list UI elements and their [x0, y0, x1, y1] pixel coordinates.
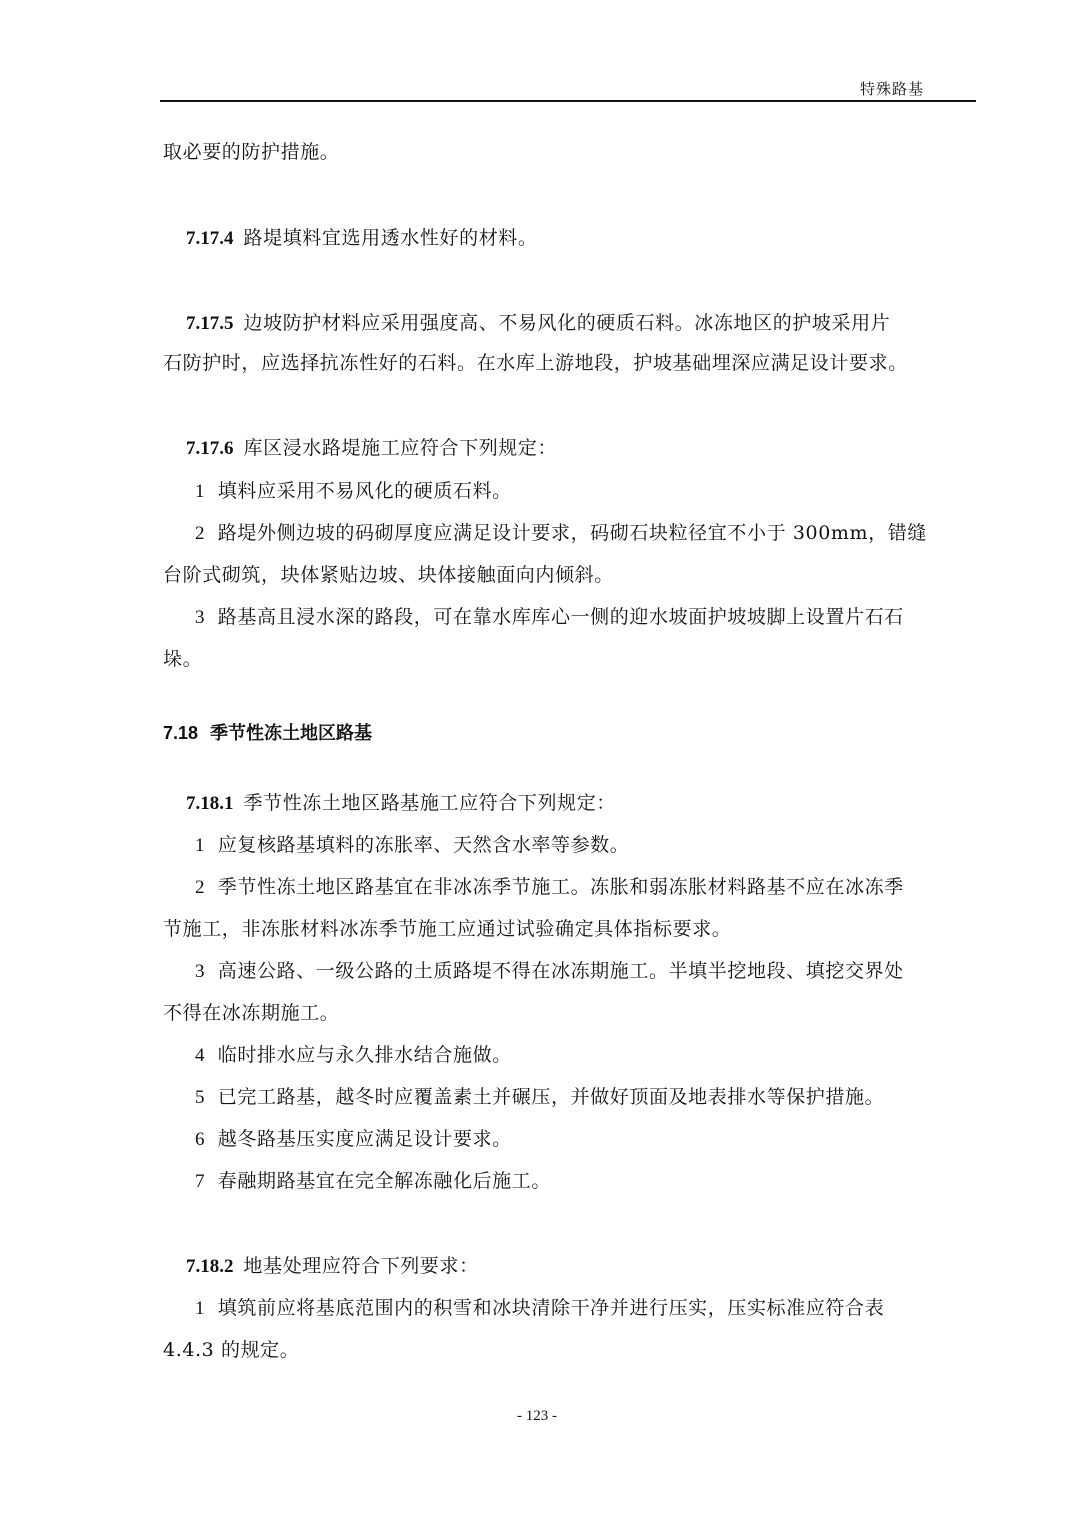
clause-7-17-4: [186, 223, 976, 254]
clause-7-17-6: [186, 433, 976, 464]
header-rule: [160, 100, 976, 102]
list-item: 1 填料应采用不易风化的硬质石料。: [195, 480, 512, 502]
section-heading: [163, 718, 372, 749]
clause-text: 路堤填料宜选用透水性好的材料。: [243, 227, 538, 249]
list-item: 3 路基高且浸水深的路段，可在靠水库库心一侧的迎水坡面护坡坡脚上设置片石石: [195, 606, 904, 628]
section-number: 7.18: [163, 723, 199, 743]
list-item-continued: 4.4.3 的规定。: [163, 1339, 300, 1361]
list-item: 6 越冬路基压实度应满足设计要求。: [195, 1128, 512, 1150]
list-item: 1 填筑前应将基底范围内的积雪和冰块清除干净并进行压实，压实标准应符合表: [195, 1297, 885, 1319]
list-item-continued: 不得在冰冻期施工。: [163, 1002, 340, 1024]
list-item: 3 高速公路、一级公路的土质路堤不得在冰冻期施工。半填半挖地段、填挖交界处: [195, 960, 904, 982]
list-item-continued: 台阶式砌筑，块体紧贴边坡、块体接触面向内倾斜。: [163, 564, 614, 586]
clause-number: 7.17.4: [186, 228, 234, 249]
list-item: 1 应复核路基填料的冻胀率、天然含水率等参数。: [195, 834, 630, 856]
section-title: 季节性冻土地区路基: [210, 723, 373, 744]
list-item-continued: 节施工，非冻胀材料冰冻季节施工应通过试验确定具体指标要求。: [163, 918, 732, 940]
clause-text: 地基处理应符合下列要求：: [243, 1255, 479, 1277]
paragraph-continuation: 取必要的防护措施。: [163, 141, 340, 163]
list-item: 2 路堤外侧边坡的码砌厚度应满足设计要求，码砌石块粒径宜不小于 300mm，错缝: [195, 522, 927, 544]
list-item: 4 临时排水应与永久排水结合施做。: [195, 1044, 512, 1066]
running-header: 特殊路基: [859, 80, 924, 98]
list-item: 2 季节性冻土地区路基宜在非冰冻季节施工。冻胀和弱冻胀材料路基不应在冰冻季: [195, 876, 904, 898]
clause-text: 季节性冻土地区路基施工应符合下列规定：: [243, 792, 616, 814]
list-item-continued: 垛。: [163, 648, 203, 670]
clause-7-17-5: [186, 308, 976, 339]
clause-number: 7.17.5: [186, 313, 234, 334]
clause-number: 7.18.1: [186, 793, 234, 814]
page-number: - 123 -: [517, 1408, 557, 1424]
clause-7-18-2: [186, 1251, 976, 1282]
clause-7-18-1: [186, 788, 976, 819]
clause-number: 7.17.6: [186, 438, 234, 459]
list-item: 5 已完工路基，越冬时应覆盖素土并碾压，并做好顶面及地表排水等保护措施。: [195, 1086, 885, 1108]
list-item: 7 春融期路基宜在完全解冻融化后施工。: [195, 1170, 551, 1192]
clause-text: 库区浸水路堤施工应符合下列规定：: [243, 437, 558, 459]
clause-text-continued: 石防护时，应选择抗冻性好的石料。在水库上游地段，护坡基础埋深应满足设计要求。: [163, 352, 908, 374]
clause-number: 7.18.2: [186, 1256, 234, 1277]
clause-text: 边坡防护材料应采用强度高、不易风化的硬质石料。冰冻地区的护坡采用片: [243, 312, 891, 334]
